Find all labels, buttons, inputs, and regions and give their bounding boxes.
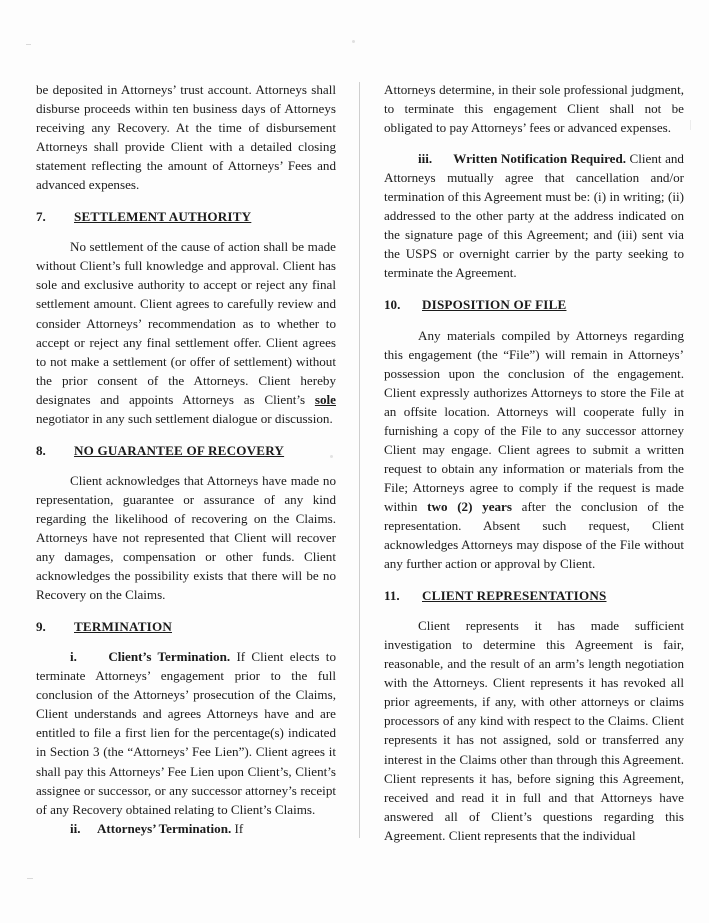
subsection-marker-ii: ii. xyxy=(70,820,81,836)
section-11-paragraph: Client represents it has made sufficient investigation to determine this Agreement is fair, reasonable, and the result of an arm’s length negotiation with the Attorneys. Client represents it has revoked all prior agreements, if any, with other attorneys or claims processors of any kind with respect to the Claims. Client represents it has not assigned, sold or transferred any interest in the Claims other than through this Agreement. Client represents it has, before signing this Agreement, received and read it in full and that Attorneys have answered all of Client’s questions regarding this Agreement. Client represents that the individual xyxy=(384,618,684,843)
section-8-paragraph: Client acknowledges that Attorneys have made no representation, guarantee or assurance of any kind regarding the likelihood of recovering on the Claims. Attorneys have not represented that Client will recover any damages, compensation or other funds. Client acknowledges the possibility exists that there will be no Recovery on the Claims. xyxy=(36,472,336,603)
left-column xyxy=(36,80,336,845)
section-number-11: 11. xyxy=(384,588,400,604)
scan-artifact-right xyxy=(690,120,691,130)
section-title-7: SETTLEMENT AUTHORITY xyxy=(74,209,252,225)
section-7-emphasis-sole: sole xyxy=(314,391,336,407)
section-10-text-a: Any materials compiled by Attorneys regarding this engagement (the “File”) will remain in Attorneys’ possession upon the conclusion of the engagement. Client expressly authorizes Attorneys to store the File at an offsite location. Attorneys will cooperate fully in furnishing a copy of the File to any successor attorney Client may engage. Client agrees to submit a written request to obtain any information or materials from the File; Attorneys agree to comply if the request is made within xyxy=(384,327,684,514)
section-heading-8 xyxy=(36,441,336,460)
subsection-text-ii: If xyxy=(234,820,244,836)
section-7-paragraph xyxy=(36,237,336,427)
section-7-text-b: negotiator in any such settlement dialogue or discussion. xyxy=(36,410,333,426)
section-10-paragraph xyxy=(384,326,684,574)
section-10-text-b: after the conclusion of the representation. Absent such request, Client acknowledges Attorneys may dispose of the File without any further action or approval by Client. xyxy=(384,498,684,572)
scan-artifact-top-left xyxy=(26,44,31,45)
section-title-8: NO GUARANTEE OF RECOVERY xyxy=(74,442,285,458)
subsection-label-i: Client’s Termination. xyxy=(108,649,231,665)
section-7-text-a: No settlement of the cause of action shall be made without Client’s full knowledge and approval. Client has sole and exclusive authority to accept or reject any final settlement amount. Client agrees to carefully review and consider Attorneys’ recommendation as to whether to accept or reject any final settlement offer. Client agrees to not make a settlement (or offer of settlement) without the prior consent of the Attorneys. Client hereby designates and appoints Attorneys as Client’s xyxy=(36,239,336,407)
subsection-text-i: If Client elects to terminate Attorneys’ engagement prior to the full conclusion of the Attorneys’ prosecution of the Claims, Client understands and agrees Attorneys have and are entitled to file a first lien for the percentage(s) indicated in Section 3 (the “Attorneys’ Fee Lien”). Client agrees it shall pay this Attorneys’ Fee Lien upon Client’s, Client’s assignee or successor, or any successor attorney’s receipt of any Recovery obtained relating to Client’s Claims. xyxy=(36,649,336,817)
section-10-emphasis-two-years: two (2) years xyxy=(427,498,512,514)
subsection-text-iii: Client and Attorneys mutually agree that cancellation and/or termination of this Agreement must be: (i) in writing; (ii) addressed to the other party at the address indicated on the signature page of this Agreement; and (iii) sent via the USPS or overnight carrier by the party seeking to terminate the Agreement. xyxy=(384,151,684,281)
section-heading-10 xyxy=(384,295,684,314)
right-continued-paragraph: Attorneys determine, in their sole professional judgment, to terminate this engagement Client shall not be obligated to pay Attorneys’ fees or advanced expenses. xyxy=(384,82,684,136)
column-divider xyxy=(336,80,384,845)
section-title-10: DISPOSITION OF FILE xyxy=(422,297,567,313)
section-title-11: CLIENT REPRESENTATIONS xyxy=(422,588,607,604)
section-heading-7 xyxy=(36,207,336,226)
subsection-i-client-termination xyxy=(36,647,336,818)
section-heading-11 xyxy=(384,586,684,605)
scan-artifact-top-center xyxy=(352,40,355,43)
two-column-body xyxy=(36,80,684,845)
section-title-9: TERMINATION xyxy=(74,619,172,635)
section-number-10: 10. xyxy=(384,297,401,313)
subsection-marker-iii: iii. xyxy=(418,151,433,167)
left-continued-paragraph: be deposited in Attorneys’ trust account. Attorneys shall disburse proceeds within ten business days of Attorneys receiving any Recovery. At the time of disbursement Attorneys shall provide Client with a detailed closing statement reflecting the amount of Attorneys’ Fees and advanced expenses. xyxy=(36,82,336,193)
subsection-iii-written-notification xyxy=(384,149,684,282)
right-column xyxy=(384,80,684,845)
section-number-8: 8. xyxy=(36,442,46,458)
subsection-marker-i: i. xyxy=(70,649,77,665)
section-number-9: 9. xyxy=(36,619,46,635)
spacer-right-1 xyxy=(384,137,684,149)
subsection-label-iii: Written Notification Required. xyxy=(453,151,627,167)
subsection-label-ii: Attorneys’ Termination. xyxy=(96,820,232,836)
section-number-7: 7. xyxy=(36,209,46,225)
section-heading-9 xyxy=(36,617,336,636)
scan-artifact-bottom-left xyxy=(27,878,33,879)
subsection-ii-attorneys-termination xyxy=(36,819,336,838)
